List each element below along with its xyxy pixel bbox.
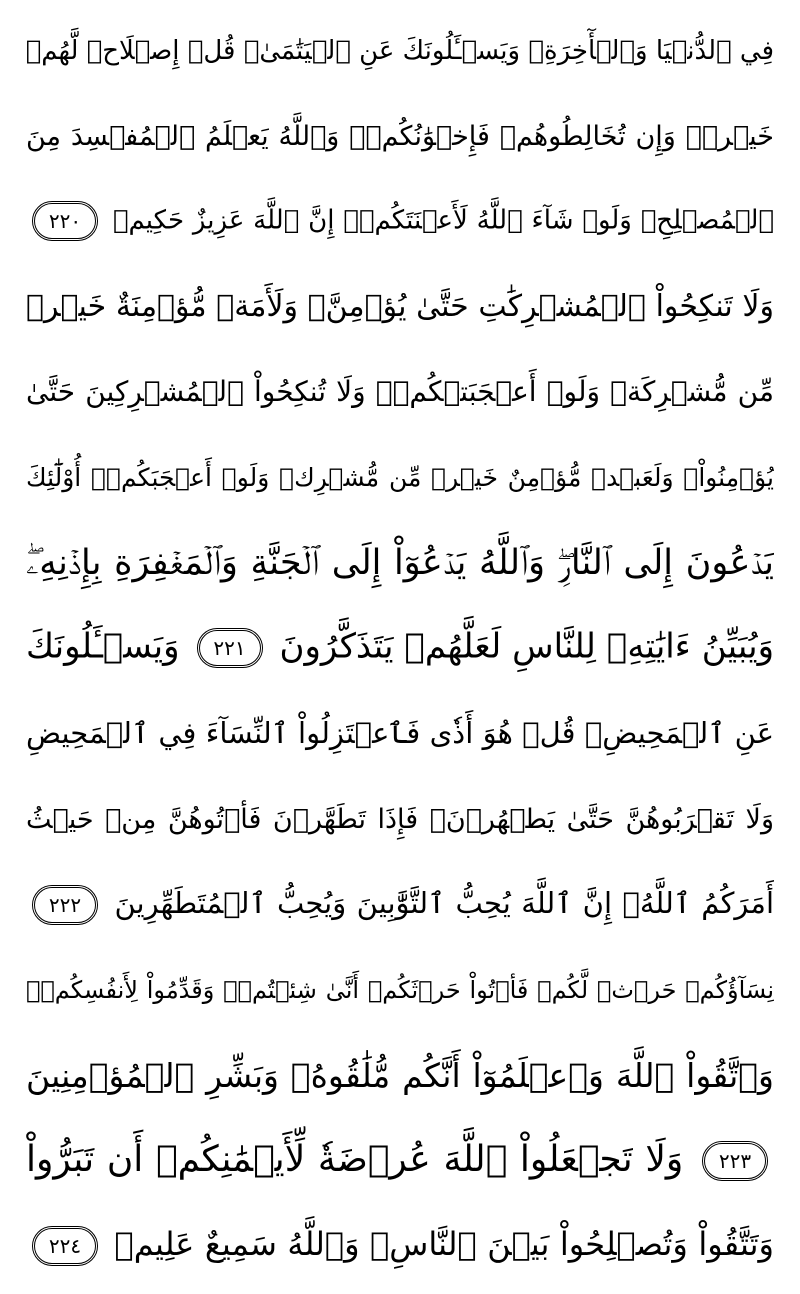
quran-line-12 [26, 947, 774, 1032]
quran-line-3 [26, 179, 774, 264]
line-text [26, 628, 774, 668]
line-text: يُؤۡمِنُواْۚ وَلَعَبۡدٞ مُّؤۡمِنٌ خَيۡرٞ مِّن مُّشۡرِكٖ وَلَوۡ أَعۡجَبَكُمۡۗ أُوْلَٰٓئِكَ [26, 463, 774, 493]
ayah-number-marker: ٢٢٣ [702, 1141, 768, 1181]
quran-line-6 [26, 435, 774, 520]
line-text: عَنِ ٱلۡمَحِيضِۖ قُلۡ هُوَ أَذٗى فَٱعۡتَزِلُواْ ٱلنِّسَآءَ فِي ٱلۡمَحِيضِ [26, 716, 774, 751]
line-text: وَلَا تَنكِحُواْ ٱلۡمُشۡرِكَٰتِ حَتَّىٰ يُؤۡمِنَّۚ وَلَأَمَةٞ مُّؤۡمِنَةٌ خَيۡرٞ [26, 288, 774, 324]
verse-text: وَيُبَيِّنُ ءَايَٰتِهِۦ لِلنَّاسِ لَعَلَّهُمۡ يَتَذَكَّرُونَ [279, 626, 774, 667]
line-text [26, 1138, 774, 1181]
line-text [26, 201, 774, 241]
quran-line-14 [26, 1118, 774, 1203]
quran-line-4 [26, 264, 774, 349]
line-text: يَدۡعُونَ إِلَى ٱلنَّارِۖ وَٱللَّهُ يَدۡعُوٓاْ إِلَى ٱلۡجَنَّةِ وَٱلۡمَغۡفِرَةِ بِإِذۡنِهِۦۖ [26, 542, 774, 583]
verse-text: وَتَتَّقُواْ وَتُصۡلِحُواْ بَيۡنَ ٱلنَّاسِۚ وَٱللَّهُ سَمِيعٌ عَلِيمٞ [114, 1225, 774, 1264]
ayah-number-marker: ٢٢٠ [32, 201, 98, 241]
line-text: فِي ٱلدُّنۡيَا وَٱلۡأٓخِرَةِۗ وَيَسۡـَٔلُونَكَ عَنِ ٱلۡيَتَٰمَىٰۖ قُلۡ إِصۡلَاحٞ لَّهُمۡ [26, 35, 774, 66]
line-text: وَٱتَّقُواْ ٱللَّهَ وَٱعۡلَمُوٓاْ أَنَّكُم مُّلَٰقُوهُۗ وَبَشِّرِ ٱلۡمُؤۡمِنِينَ [26, 1055, 774, 1095]
line-text: وَلَا تَقۡرَبُوهُنَّ حَتَّىٰ يَطۡهُرۡنَۖ فَإِذَا تَطَهَّرۡنَ فَأۡتُوهُنَّ مِنۡ حَيۡثُ [26, 803, 774, 835]
quran-line-9 [26, 691, 774, 776]
line-text: مِّن مُّشۡرِكَةٖ وَلَوۡ أَعۡجَبَتۡكُمۡۗ وَلَا تُنكِحُواْ ٱلۡمُشۡرِكِينَ حَتَّىٰ [26, 375, 774, 409]
line-text: خَيۡرٞۖ وَإِن تُخَالِطُوهُمۡ فَإِخۡوَٰنُكُمۡۚ وَٱللَّهُ يَعۡلَمُ ٱلۡمُفۡسِدَ مِنَ [26, 120, 774, 152]
line-text: نِسَآؤُكُمۡ حَرۡثٞ لَّكُمۡ فَأۡتُواْ حَرۡثَكُمۡ أَنَّىٰ شِئۡتُمۡۖ وَقَدِّمُواْ لِأَنفُسِكُمۡۚ [26, 975, 774, 1004]
quran-line-13 [26, 1033, 774, 1118]
quran-line-11 [26, 862, 774, 947]
line-text [26, 885, 774, 925]
quran-line-10 [26, 777, 774, 862]
quran-line-7 [26, 520, 774, 605]
quran-line-2 [26, 93, 774, 178]
ayah-number-marker: ٢٢٢ [32, 885, 98, 925]
verse-text: ٱلۡمُصۡلِحِۚ وَلَوۡ شَآءَ ٱللَّهُ لَأَعۡنَتَكُمۡۚ إِنَّ ٱللَّهَ عَزِيزٌ حَكِيمٞ [112, 205, 774, 236]
ayah-number-marker: ٢٢١ [197, 628, 263, 668]
quran-line-1 [26, 8, 774, 93]
quran-line-15 [26, 1203, 774, 1288]
quran-line-5 [26, 350, 774, 435]
verse-text-continued: وَيَسۡـَٔلُونَكَ [26, 626, 180, 667]
line-text [26, 1226, 774, 1266]
verse-text: أَمَرَكُمُ ٱللَّهُۚ إِنَّ ٱللَّهَ يُحِبُّ ٱلتَّوَّٰبِينَ وَيُحِبُّ ٱلۡمُتَطَهِّرِينَ [114, 885, 774, 920]
quran-line-8 [26, 606, 774, 691]
ayah-number-marker: ٢٢٤ [32, 1226, 98, 1266]
verse-text: وَلَا تَجۡعَلُواْ ٱللَّهَ عُرۡضَةٗ لِّأَيۡمَٰنِكُمۡ أَن تَبَرُّواْ [26, 1138, 684, 1180]
